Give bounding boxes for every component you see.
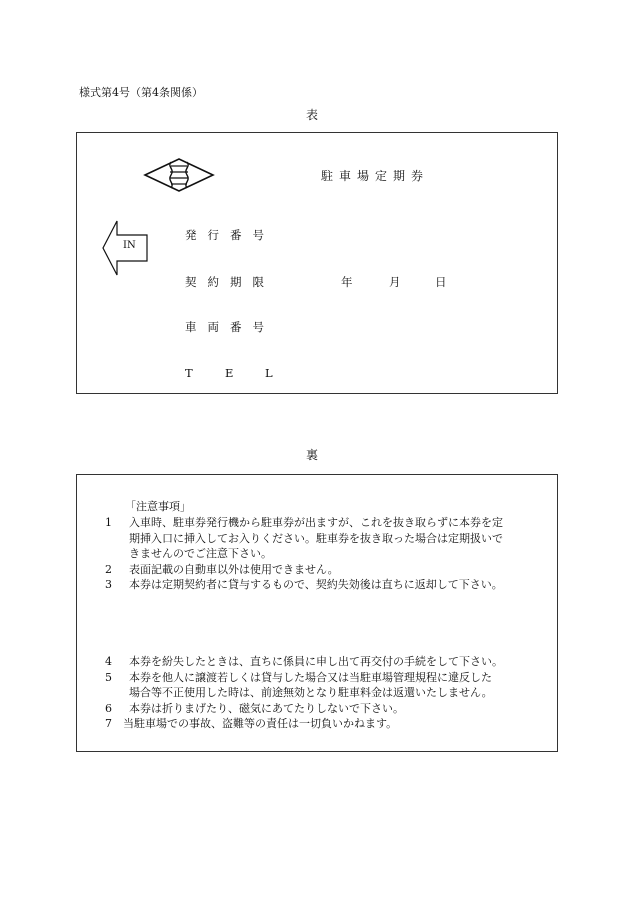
date-month-label: 月 <box>389 275 401 289</box>
note-line: 場合等不正使用した時は、前途無効となり駐車料金は返還いたしません。 <box>129 686 493 699</box>
tel-letter-l: L <box>265 366 273 380</box>
note-line: 本券を他人に譲渡若しくは貸与した場合又は当駐車場管理規程に違反した <box>129 670 492 684</box>
tel-letter-e: E <box>225 366 234 380</box>
note-number: 7 <box>105 717 112 730</box>
ticket-name: 駐車場定期券 <box>321 169 430 183</box>
tel-label <box>185 366 305 380</box>
note-line: 当駐車場での事故、盗難等の責任は一切負いかねます。 <box>123 717 398 730</box>
vehicle-number-label: 車両番号 <box>185 320 275 334</box>
issue-number-label: 発行番号 <box>185 228 275 242</box>
date-year-label: 年 <box>341 275 353 289</box>
note-line: 表面記載の自動車以外は使用できません。 <box>129 562 339 576</box>
contract-period-label: 契約期限 <box>185 275 275 289</box>
tel-letter-t: T <box>185 366 193 380</box>
ticket-back <box>76 474 558 752</box>
in-label: IN <box>123 240 136 251</box>
note-line: 本券は定期契約者に貸与するもので、契約失効後は直ちに返却して下さい。 <box>129 578 503 591</box>
note-line: 本券を紛失したときは、直ちに係員に申し出て再交付の手続をして下さい。 <box>129 655 503 668</box>
parking-logo-icon <box>143 157 215 193</box>
note-number: 6 <box>105 701 112 715</box>
ticket-front <box>76 132 558 394</box>
note-line: 本券は折りまげたり、磁気にあてたりしないで下さい。 <box>129 701 404 715</box>
form-number: 様式第4号（第4条関係） <box>79 86 203 99</box>
note-number: 4 <box>105 655 112 668</box>
back-side-title: 裏 <box>306 448 319 462</box>
note-line: きませんのでご注意下さい。 <box>129 547 272 560</box>
front-side-title: 表 <box>306 108 319 122</box>
note-number: 1 <box>105 516 112 529</box>
note-number: 2 <box>105 562 112 576</box>
note-line: 入車時、駐車券発行機から駐車券が出ますが、これを抜き取らずに本券を定 <box>129 516 503 529</box>
notes-heading: 「注意事項」 <box>125 500 191 513</box>
note-number: 5 <box>105 670 112 684</box>
note-line: 期挿入口に挿入してお入りください。駐車券を抜き取った場合は定期扱いで <box>129 531 503 545</box>
date-day-label: 日 <box>435 275 447 289</box>
note-number: 3 <box>105 578 112 591</box>
